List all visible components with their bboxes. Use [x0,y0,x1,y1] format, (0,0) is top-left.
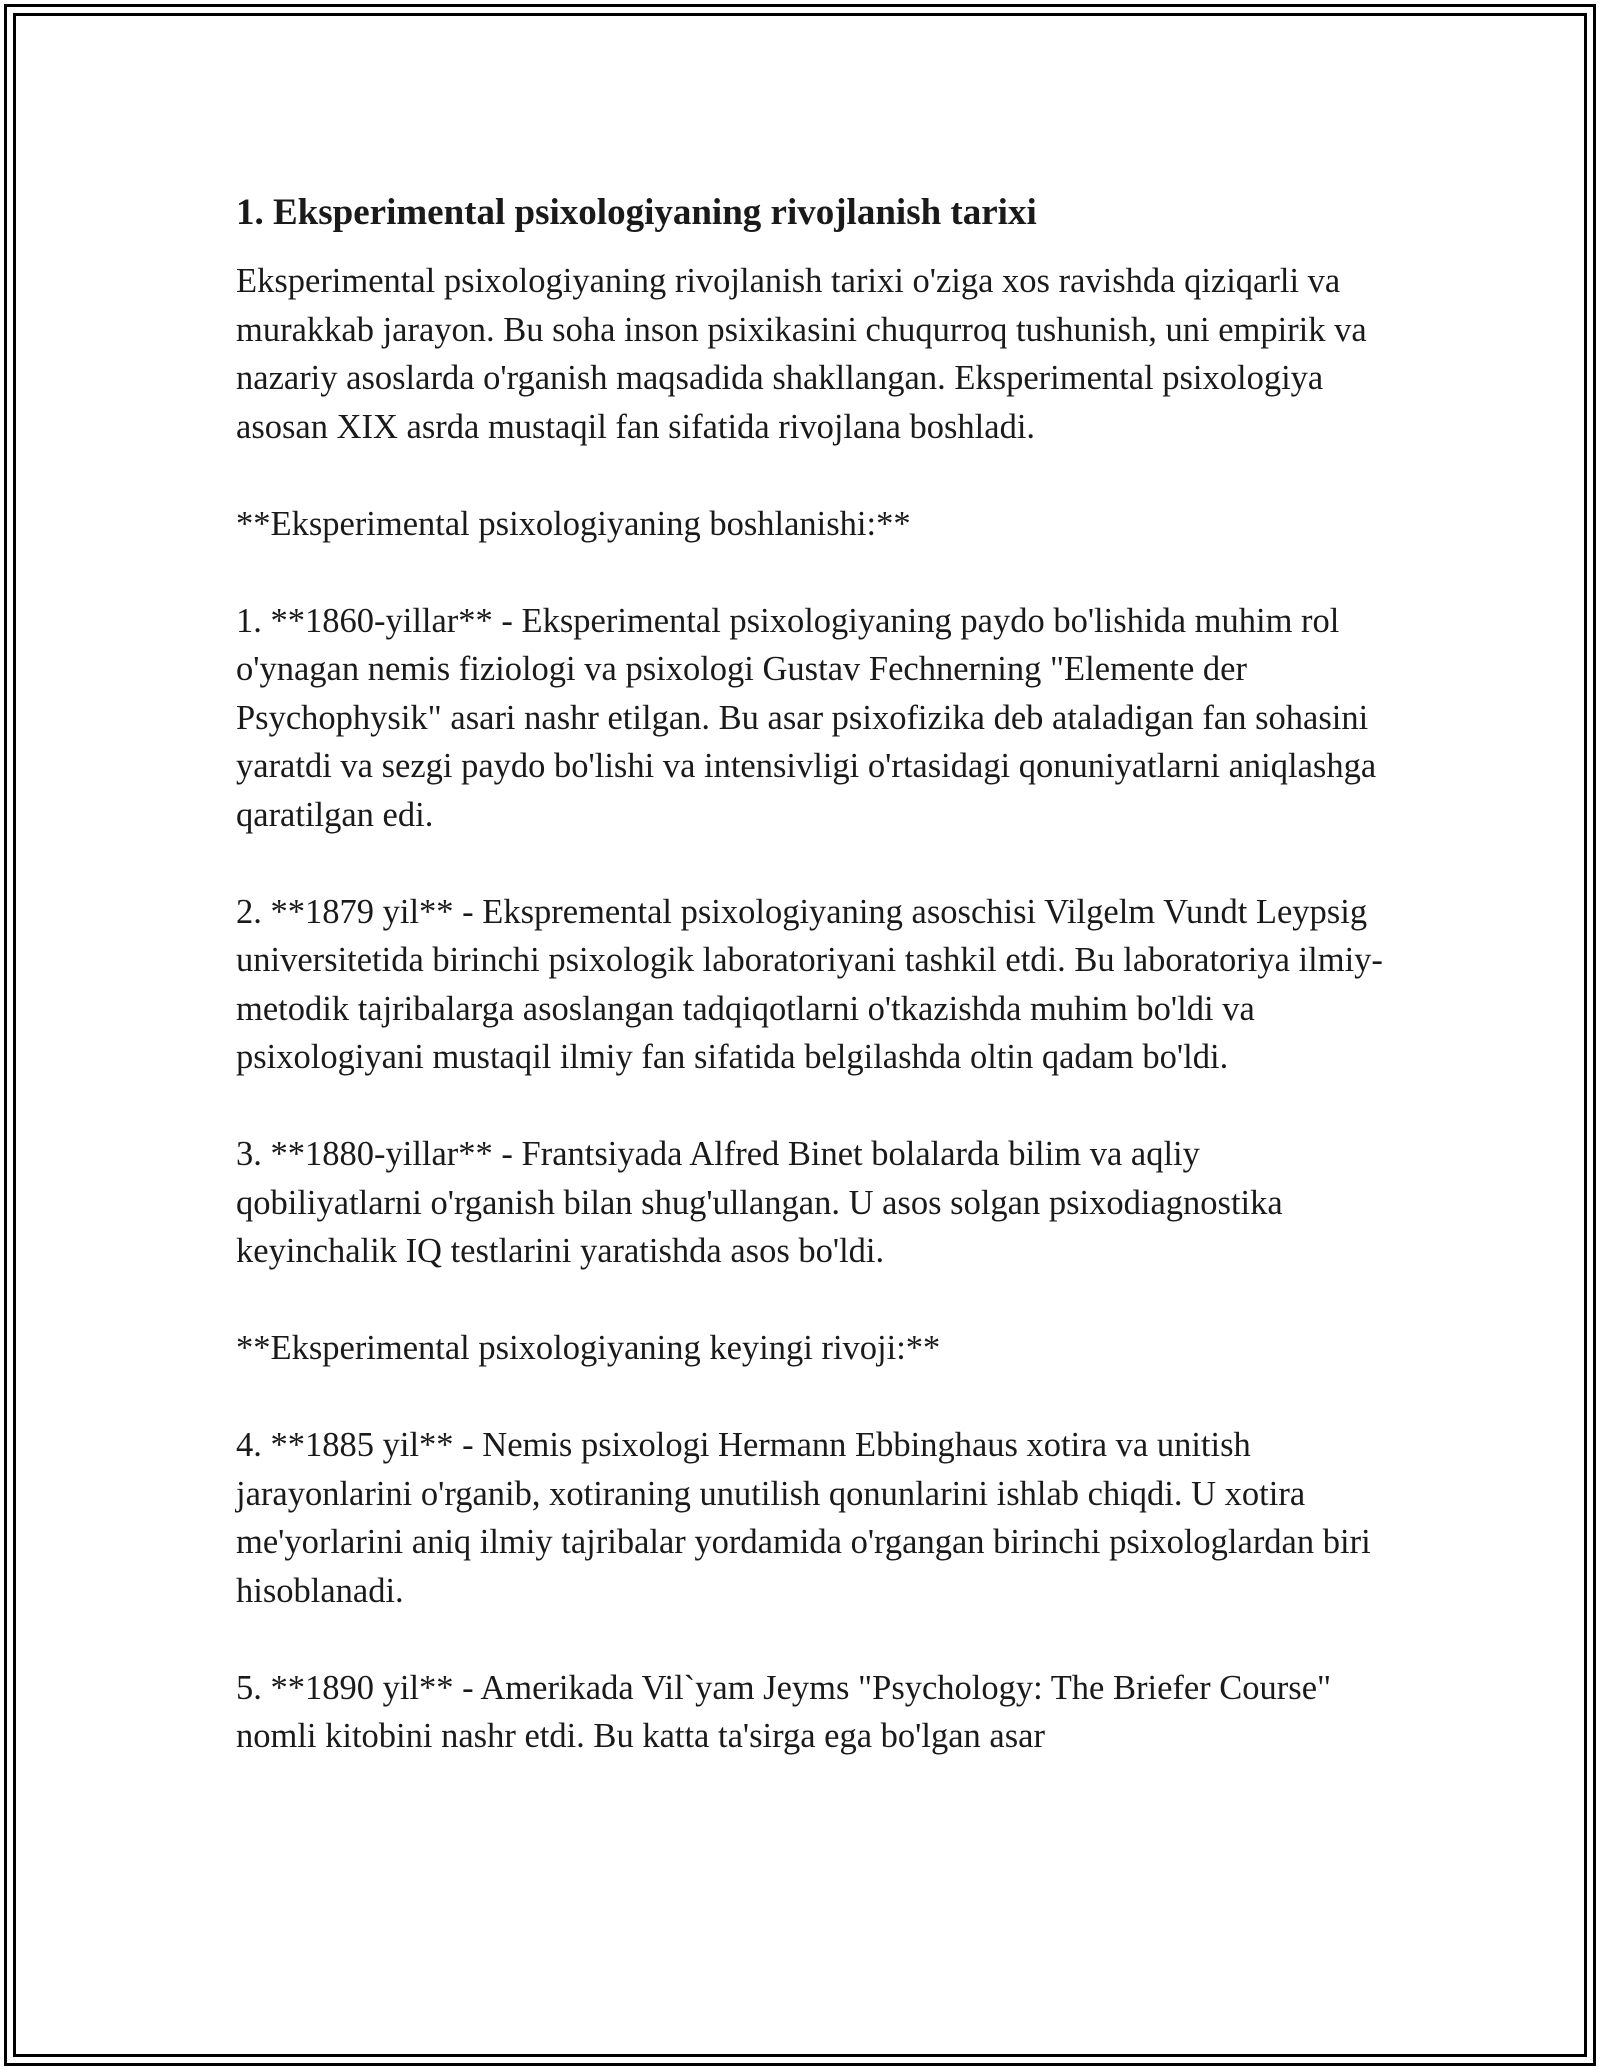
document-body [236,187,1386,1809]
intro-paragraph: Eksperimental psixologiyaning rivojlanish tarixi o'ziga xos ravishda qiziqarli va murakkab jarayon. Bu soha inson psixikasini chuqurroq tushunish, uni empirik va nazariy asoslarda o'rganish maqsadida shakllangan. Eksperimental psixologiya asosan XIX asrda mustaqil fan sifatida rivojlana boshladi. [236,262,1367,446]
list-item-1879: 2. **1879 yil** - Ekspremental psixologiyaning asoschisi Vilgelm Vundt Leypsig universitetida birinchi psixologik laboratoriyani tashkil etdi. Bu laboratoriya ilmiy-metodik tajribalarga asoslangan tadqiqotlarni o'tkazishda muhim bo'ldi va psixologiyani mustaqil ilmiy fan sifatida belgilashda oltin qadam bo'ldi. [236,892,1383,1076]
subheading-beginning: **Eksperimental psixologiyaning boshlanishi:** [236,504,911,543]
list-item-1860: 1. **1860-yillar** - Eksperimental psixologiyaning paydo bo'lishida muhim rol o'ynagan nemis fiziologi va psixologi Gustav Fechnerning "Elemente der Psychophysik" asari nashr etilgan. Bu asar psixofizika deb ataladigan fan sohasini yaratdi va sezgi paydo bo'lishi va intensivligi o'rtasidagi qonuniyatlarni aniqlashga qaratilgan edi. [236,601,1377,834]
list-item-1880: 3. **1880-yillar** - Frantsiyada Alfred Binet bolalarda bilim va aqliy qobiliyatlarni o'rganish bilan shug'ullangan. U asos solgan psixodiagnostika keyinchalik IQ testlarini yaratishda asos bo'ldi. [236,1135,1283,1270]
list-item-1890: 5. **1890 yil** - Amerikada Vil`yam Jeyms "Psychology: The Briefer Course" nomli kitobini nashr etdi. Bu katta ta'sirga ega bo'lgan asar [236,1668,1332,1755]
list-item-1885: 4. **1885 yil** - Nemis psixologi Hermann Ebbinghaus xotira va unitish jarayonlarini o'rganib, xotiraning unutilish qonunlarini ishlab chiqdi. U xotira me'yorlarini aniq ilmiy tajribalar yordamida o'rgangan birinchi psixologlardan biri hisoblanadi. [236,1426,1371,1610]
subheading-further-development: **Eksperimental psixologiyaning keyingi rivoji:** [236,1329,941,1367]
section-title: 1. Eksperimental psixologiyaning rivojlanish tarixi [236,192,1037,233]
